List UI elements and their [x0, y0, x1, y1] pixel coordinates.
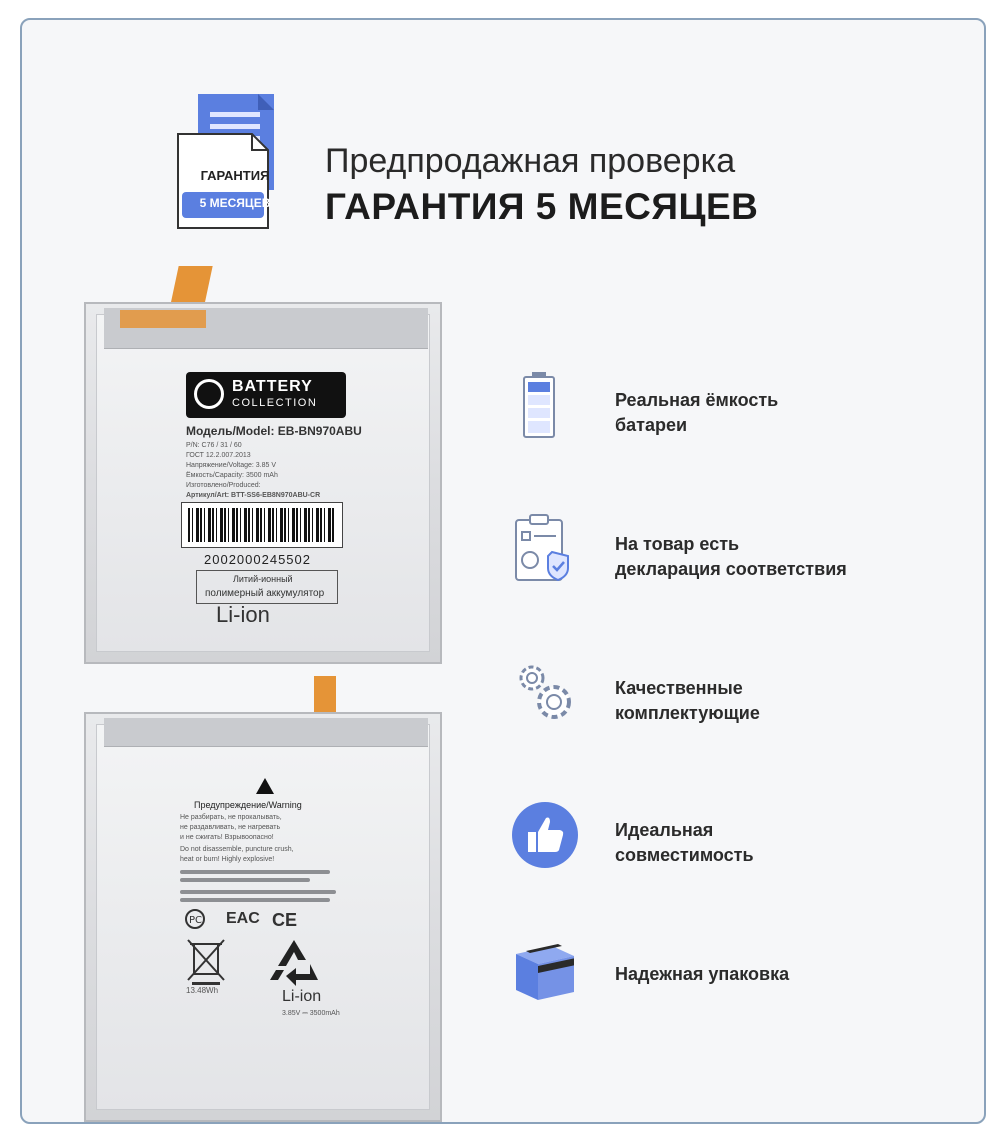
label-text-line: [180, 890, 336, 894]
battery-chemistry: Li-ion: [216, 602, 270, 627]
brand-logo-line2: COLLECTION: [232, 397, 318, 409]
battery-pn: P/N: C76 / 31 / 60: [186, 442, 242, 449]
warranty-badge-line2: 5 МЕСЯЦЕВ: [199, 196, 271, 210]
battery-model: Модель/Model: EB-BN970ABU: [186, 424, 362, 438]
warning-title: Предупреждение/Warning: [194, 800, 302, 810]
warning-line5: heat or burn! Highly explosive!: [180, 856, 275, 863]
feature-declaration: [615, 532, 847, 582]
barcode-serial: 2002000245502: [204, 552, 311, 567]
brand-logo-mark: [194, 379, 224, 409]
chemistry-line2: полимерный аккумулятор: [205, 588, 325, 599]
battery-produced: Изготовлено/Produced:: [186, 482, 261, 489]
battery-article: Артикул/Art: BTT-SS6-EB8N970ABU-CR: [186, 492, 321, 499]
clipboard-check-icon: [508, 512, 578, 582]
chemistry-box: [196, 570, 338, 604]
feature-compatibility-line2: совместимость: [615, 845, 754, 865]
feature-components-line1: Качественные: [615, 678, 743, 698]
warning-line1: Не разбирать, не прокалывать,: [180, 814, 282, 821]
feature-components-line2: комплектующие: [615, 703, 760, 723]
barcode: [181, 502, 343, 548]
barcode-bars: [188, 508, 336, 542]
gears-icon: [510, 656, 580, 726]
battery-back-top-strip: [104, 718, 428, 747]
battery-capacity: Ёмкость/Capacity: 3500 mAh: [186, 472, 278, 479]
battery-front-photo: [84, 302, 442, 664]
thumbs-up-icon: [510, 800, 580, 870]
feature-packaging-line1: Надежная упаковка: [615, 964, 790, 984]
brand-logo: [186, 372, 346, 418]
pct-mark-icon: [184, 908, 218, 930]
page-subtitle: Предпродажная проверка: [325, 142, 736, 180]
label-text-line: [180, 898, 330, 902]
label-text-line: [180, 878, 310, 882]
warning-line3: и не сжигать! Взрывоопасно!: [180, 834, 274, 841]
label-text-line: [180, 870, 330, 874]
battery-rating: 3.85V ⎓ 3500mAh: [282, 1010, 340, 1017]
battery-voltage: Напряжение/Voltage: 3.85 V: [186, 462, 277, 469]
warranty-badge-line1: ГАРАНТИЯ: [200, 168, 270, 183]
page-title: ГАРАНТИЯ 5 МЕСЯЦЕВ: [325, 186, 759, 227]
crossed-bin-icon: [184, 936, 228, 986]
battery-back-chemistry: Li-ion: [282, 988, 322, 1005]
feature-capacity-line1: Реальная ёмкость: [615, 390, 779, 410]
ce-mark: CE: [272, 910, 298, 930]
warning-triangle-icon: [256, 778, 274, 794]
feature-packaging: [615, 962, 789, 987]
battery-gost: ГОСТ 12.2.007.2013: [186, 452, 251, 459]
package-box-icon: [510, 934, 580, 1004]
eac-mark: EAC: [226, 910, 260, 927]
flex-cable-bottom: [314, 676, 336, 716]
brand-logo-line1: BATTERY: [232, 378, 313, 395]
battery-back-photo: [84, 712, 442, 1122]
feature-capacity-line2: батареи: [615, 415, 688, 435]
warning-line4: Do not disassemble, puncture crush,: [180, 846, 294, 853]
feature-declaration-line2: декларация соответствия: [615, 559, 847, 579]
warning-line2: не раздавливать, не нагревать: [180, 824, 281, 831]
svg-text:PC: PC: [189, 915, 203, 926]
feature-declaration-line1: На товар есть: [615, 534, 740, 554]
flex-cable-connector: [120, 310, 206, 328]
recycle-icon: [266, 936, 322, 988]
feature-components: [615, 676, 760, 726]
battery-level-icon: [508, 370, 578, 440]
feature-compatibility: [615, 818, 754, 868]
battery-energy: 13.48Wh: [186, 986, 219, 995]
chemistry-line1: Литий-ионный: [233, 574, 293, 584]
feature-capacity: [615, 388, 778, 438]
feature-compatibility-line1: Идеальная: [615, 820, 714, 840]
